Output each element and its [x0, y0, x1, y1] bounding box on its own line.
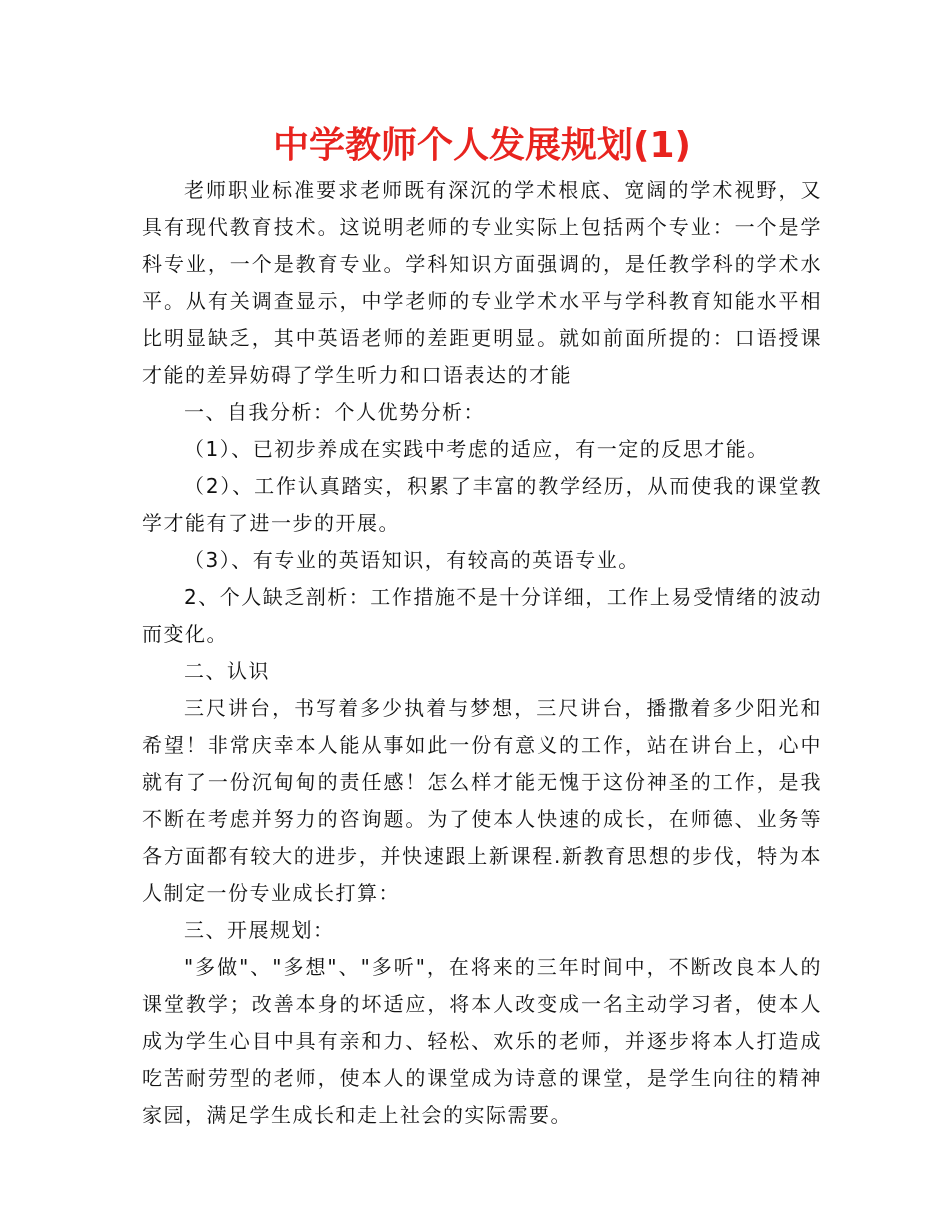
paragraph-intro: 老师职业标准要求老师既有深沉的学术根底、宽阔的学术视野，又具有现代教育技术。这说明老师的专业实际上包括两个专业：一个是学科专业，一个是教育专业。学科知识方面强调的，是任教学科的学术水平。从有关调查显示，中学老师的专业学术水平与学科教育知能水平相比明显缺乏，其中英语老师的差距更明显。就如前面所提的：口语授课才能的差异妨碍了学生听力和口语表达的才能 — [142, 178, 822, 387]
paragraph-self-analysis-heading: 一、自我分析：个人优势分析： — [184, 400, 485, 424]
paragraph-plan-heading: 三、开展规划： — [184, 918, 335, 942]
document-title: 中学教师个人发展规划(1) — [273, 125, 691, 166]
document-body — [142, 120, 822, 1134]
paragraph-strength-1: （1）、已初步养成在实践中考虑的适应，有一定的反思才能。 — [184, 437, 769, 461]
paragraph-recognition: 三尺讲台，书写着多少执着与梦想，三尺讲台，播撒着多少阳光和希望！非常庆幸本人能从事如此一份有意义的工作，站在讲台上，心中就有了一份沉甸甸的责任感！怎么样才能无愧于这份神圣的工作，是我不断在考虑并努力的咨询题。为了使本人快速的成长，在师德、业务等各方面都有较大的进步，并快速跟上新课程.新教育思想的步伐，特为本人制定一份专业成长打算： — [142, 696, 822, 905]
paragraph-strength-2: （2）、工作认真踏实，积累了丰富的教学经历，从而使我的课堂教学才能有了进一步的开展。 — [142, 474, 822, 535]
paragraph-recognition-heading: 二、认识 — [184, 659, 270, 683]
paragraph-strength-3: （3）、有专业的英语知识，有较高的英语专业。 — [184, 548, 640, 572]
paragraph-plan: "多做"、"多想"、"多听"，在将来的三年时间中，不断改良本人的课堂教学；改善本身的坏适应，将本人改变成一名主动学习者，使本人成为学生心目中具有亲和力、轻松、欢乐的老师，并逐步将本人打造成吃苦耐劳型的老师，使本人的课堂成为诗意的课堂，是学生向往的精神家园，满足学生成长和走上社会的实际需要。 — [142, 955, 822, 1127]
paragraph-weakness: 2、个人缺乏剖析：工作措施不是十分详细，工作上易受情绪的波动而变化。 — [142, 585, 822, 646]
